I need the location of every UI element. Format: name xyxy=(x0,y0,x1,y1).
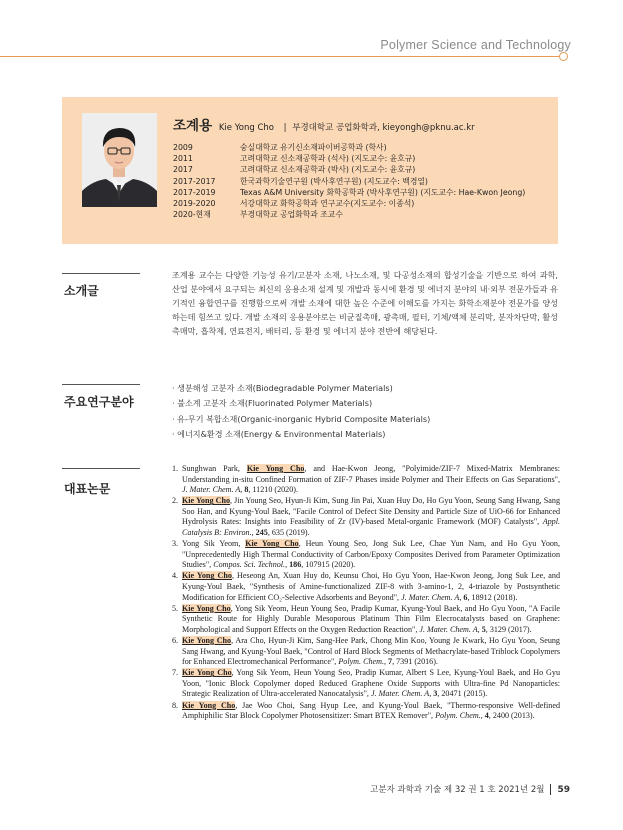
pub-authors-pre: Sunghwan Park, xyxy=(182,464,247,473)
pub-body: , Jin Young Seo, Hyun-Ji Kim, Sung Jin Pai, Xuan Huy Do, Ho Gyu Yoon, Seung Sang Hwang, Sang Soo Han, and Kyung-Youl Baek, "Facile Control of Defect Site Density and Particle Size of UiO-66 for Enhanced Hydrolysis Rates: Insights into Feasibility of Zr (IV)-based Metal-organic Framework (MOF) Catalysts", xyxy=(182,496,560,527)
publication-item: 6. Kie Yong Cho, Ara Cho, Hyun-Ji Kim, Sang-Hee Park, Chong Min Koo, Young Je Kwark, Ho Gyu Yoon, Seung Sang Hwang, and Kyung-Youl Baek, "Control of Hard Block Segments of Methacrylate-based Triblock Copolymers for Enhanced Electromechanical Performance", Polym. Chem., 7, 7391 (2016). xyxy=(172,636,560,667)
publication-item: 4. Kie Yong Cho, Heseong An, Xuan Huy do, Keunsu Choi, Ho Gyu Yoon, Hae-Kwon Jeong, Jong Suk Lee, and Kyung-Youl Baek, "Synthesis of Amine-functionalized ZIF-8 with 3-amino-1, 2, 4-triazole by Postsynthetic Modification for Efficient CO₂-Selective Adsorbents and Beyond", J. Mater. Chem. A, 6, 18912 (2018). xyxy=(172,571,560,602)
pub-pages: , 3129 (2017). xyxy=(485,624,532,634)
list-item xyxy=(173,176,525,187)
journal-title: Polymer Science and Technology xyxy=(380,38,571,52)
edu-year: 2017-2017 xyxy=(173,176,216,186)
pub-body: , Jae Woo Choi, Sang Hyup Lee, and Kyung-Youl Baek, "Thermo-responsive Well-defined Amphiphilic Star Block Copolymer Photosensitizer: Smart BTEX Remover", xyxy=(182,700,560,721)
pub-body: , Heseong An, Xuan Huy do, Keunsu Choi, Ho Gyu Yoon, Hae-Kwon Jeong, Jong Suk Lee, and Kyung-Youl Baek, "Synthesis of Amine-functionalized ZIF-8 with 3-amino-1, 2, 4-triazole by Postsynthetic Modification for Efficient CO₂-Selective Adsorbents and Beyond", xyxy=(182,571,560,602)
pub-pages: , 635 (2019). xyxy=(267,528,310,538)
publication-item: 5. Kie Yong Cho, Yong Sik Yeom, Heun Young Seo, Pradip Kumar, Kyung-Youl Baek, and Ho Gyu Yoon, "A Facile Synthetic Route for Highly Durable Mesoporous Platinum Thin Film Elecrocatalysts based on Graphene: Morphological and Support Effects on the Oxygen Reduction Reaction", J. Mater. Chem. A, 5, 3129 (2017). xyxy=(172,603,560,634)
edu-year: 2009 xyxy=(173,143,193,152)
list-item: · 유-무기 복합소재(Organic-inorganic Hybrid Composite Materials) xyxy=(172,413,431,424)
list-item: · 에너지&환경 소재(Energy & Environmental Materials) xyxy=(172,428,386,439)
publication-item: 3. Yong Sik Yeom, Kie Yong Cho, Heun Young Seo, Jong Suk Lee, Chae Yun Nam, and Ho Gyu Yoon, "Unprecedentedly High Thermal Conductivity of Carbon/Epoxy Composites Derived from Parameter Optimization Studies", Compos. Sci. Technol., 186, 107915 (2020). xyxy=(172,539,560,570)
pub-body: , Ara Cho, Hyun-Ji Kim, Sang-Hee Park, Chong Min Koo, Young Je Kwark, Ho Gyu Yoon, Seung Sang Hwang, and Kyung-Youl Baek, "Control of Hard Block Segments of Methacrylate-based Triblock Copolymers for Enhanced Electromechanical Performance", xyxy=(182,636,560,667)
publication-item: 8. Kie Yong Cho, Jae Woo Choi, Sang Hyup Lee, and Kyung-Youl Baek, "Thermo-responsive Well-defined Amphiphilic Star Block Copolymer Photosensitizer: Smart BTEX Remover", Polym. Chem., 4, 2400 (2013). xyxy=(172,700,560,721)
list-item xyxy=(173,198,525,209)
pub-number: 6. xyxy=(172,636,179,645)
list-item: · 생분해성 고분자 소재(Biodegradable Polymer Materials) xyxy=(172,383,393,393)
edu-year: 2017-2019 xyxy=(173,187,216,197)
edu-year: 2011 xyxy=(173,154,193,164)
pub-number: 1. xyxy=(172,464,179,473)
section-title-publications: 대표논문 xyxy=(64,482,111,496)
list-item xyxy=(173,153,525,164)
section-rule-research xyxy=(62,384,140,385)
profile-photo xyxy=(82,113,157,207)
edu-year: 2020-현재 xyxy=(173,210,211,220)
profile-header xyxy=(173,114,475,134)
pub-journal: Polym. Chem. xyxy=(435,711,481,721)
pub-highlight-author: Kie Yong Cho xyxy=(182,700,236,710)
edu-year: 2019-2020 xyxy=(173,199,216,209)
section-rule-intro xyxy=(62,273,140,274)
page-footer xyxy=(370,783,570,795)
pub-highlight-author: Kie Yong Cho xyxy=(182,496,231,506)
pub-pages: , 11210 (2020). xyxy=(248,485,298,495)
header-rule xyxy=(0,56,560,57)
footer-issue-text: 고분자 과학과 기술 제 32 권 1 호 2021년 2월 xyxy=(370,785,545,795)
edu-desc: 한국과학기술연구원 (박사후연구원) (지도교수: 백경열) xyxy=(240,176,428,186)
publication-item: 2. Kie Yong Cho, Jin Young Seo, Hyun-Ji Kim, Sung Jin Pai, Xuan Huy Do, Ho Gyu Yoon, Seung Sang Hwang, Sang Soo Han, and Kyung-Youl Baek, "Facile Control of Defect Site Density and Particle Size of UiO-66 for Enhanced Hydrolysis Rates: Insights into Feasibility of Zr (IV)-based Metal-organic Framework (MOF) Catalysts", Appl. Catalysis B: Environ., 245, 635 (2019). xyxy=(172,496,560,538)
publication-item: 7. Kie Yong Cho, Yong Sik Yeom, Heun Young Seo, Pradip Kumar, Albert S Lee, Kyung-Youl Baek, and Ho Gyu Yoon, "Ionic Block Copolymer doped Reduced Graphene Oxide Supports with Ultra-fine Pd Nanoparticles: Strategic Realization of Ultra-accelerated Nanocatalysis", J. Mater. Chem. A, 3, 20471 (2015). xyxy=(172,668,560,699)
pub-journal: J. Mater. Chem. A xyxy=(182,485,241,495)
section-title-intro: 소개글 xyxy=(64,284,99,298)
pub-pages: , 107915 (2020). xyxy=(301,560,356,570)
pub-highlight-author: Kie Yong Cho xyxy=(182,571,232,581)
pub-highlight-author: Kie Yong Cho xyxy=(182,668,232,678)
list-item xyxy=(173,187,525,198)
pub-journal: J. Mater. Chem. A xyxy=(370,689,430,699)
pub-highlight-author: Kie Yong Cho xyxy=(182,603,231,613)
pub-number: 4. xyxy=(172,571,179,581)
pub-number: 8. xyxy=(172,700,179,710)
list-item xyxy=(173,209,525,220)
pub-journal: Compos. Sci. Technol. xyxy=(213,560,286,570)
pub-body: , and Hae-Kwon Jeong, "Polyimide/ZIF-7 Mixed-Matrix Membranes: Understanding in-situ Confined Formation of ZIF-7 Phases inside Polymer and Their Effects on Gas Separations", xyxy=(182,464,560,484)
pub-pages: , 2400 (2013). xyxy=(488,711,535,721)
person-portrait-icon xyxy=(82,113,157,207)
pub-pages: , 20471 (2015). xyxy=(437,689,488,699)
edu-desc: 고려대학교 신소재공학과 (석사) (지도교수: 윤호규) xyxy=(240,154,416,164)
pub-volume: 8 xyxy=(244,485,249,495)
pub-number: 5. xyxy=(172,603,179,613)
header-circle-ornament xyxy=(559,52,568,61)
name-korean: 조계용 xyxy=(173,118,213,134)
edu-desc: 고려대학교 신소재공학과 (박사) (지도교수: 윤호규) xyxy=(240,165,416,175)
page-number: 59 xyxy=(557,785,570,795)
footer-divider xyxy=(550,784,551,795)
edu-year: 2017 xyxy=(173,165,193,175)
list-item: · 불소계 고분자 소재(Fluorinated Polymer Materials) xyxy=(172,398,373,409)
section-rule-publications xyxy=(62,468,140,469)
pub-journal: Appl. Catalysis B: Environ. xyxy=(182,517,560,538)
list-item xyxy=(173,164,525,175)
pub-body: , Yong Sik Yeom, Heun Young Seo, Pradip Kumar, Kyung-Youl Baek, and Ho Gyu Yoon, "A Facile Synthetic Route for Highly Durable Mesoporous Platinum Thin Film Elecrocatalysts based on Graphene: Morphological and Support Effects on the Oxygen Reduction Reaction", xyxy=(182,603,560,634)
edu-desc: 서강대학교 화학공학과 연구교수(지도교수: 이종석) xyxy=(240,199,415,209)
pub-volume: 186 xyxy=(289,560,302,570)
pub-body: , Yong Sik Yeom, Heun Young Seo, Pradip Kumar, Albert S Lee, Kyung-Youl Baek, and Ho Gyu Yoon, "Ionic Block Copolymer doped Reduced Graphene Oxide Supports with Ultra-fine Pd Nanoparticles: Strategic Realization of Ultra-accelerated Nanocatalysis", xyxy=(182,668,560,699)
name-english: Kie Yong Cho xyxy=(218,123,274,133)
pub-journal: J. Mater. Chem. A xyxy=(419,624,478,634)
pub-volume: 6 xyxy=(463,592,468,602)
pub-highlight-author: Kie Yong Cho xyxy=(182,636,232,645)
research-list xyxy=(172,381,430,442)
pub-volume: 5 xyxy=(481,624,486,634)
pub-number: 3. xyxy=(172,539,179,549)
pub-volume: 7 xyxy=(388,657,393,667)
pub-volume: 4 xyxy=(484,711,489,721)
edu-desc: Texas A&M University 화학공학과 (박사후연구원) (지도교수: Hae-Kwon Jeong) xyxy=(240,187,526,197)
pub-journal: Polym. Chem. xyxy=(338,657,384,667)
list-item xyxy=(173,142,525,153)
pub-pages: , 7391 (2016). xyxy=(392,657,438,667)
pub-number: 7. xyxy=(172,668,179,678)
pub-highlight-author: Kie Yong Cho xyxy=(246,464,305,473)
edu-desc: 부경대학교 공업화학과 조교수 xyxy=(240,210,343,220)
pub-number: 2. xyxy=(172,496,179,506)
pub-body: , Heun Young Seo, Jong Suk Lee, Chae Yun Nam, and Ho Gyu Yoon, "Unprecedentedly High Thermal Conductivity of Carbon/Epoxy Composites Derived from Parameter Optimization Studies", xyxy=(182,539,560,570)
email: kieyongh@pknu.ac.kr xyxy=(382,123,475,133)
intro-paragraph: 조계용 교수는 다양한 기능성 유기/고분자 소재, 나노소재, 및 다공성소재의 합성기술을 기반으로 하여 과학, 산업 분야에서 요구되는 최신의 응용소재 설계 및 개발과 동시에 환경 및 에너지 분야의 내·외부 전문가들과 유기적인 융합연구를 진행함으로써 개발 소재에 대한 높은 수준에 이해도를 가지는 화학소재분야 전문가를 양성하는데 힘쓰고 있다. 개발 소재의 응용분야로는 비균질촉매, 광촉매, 필터, 기체/액체 분리막, 분자차단막, 활성촉매막, 흡착제, 연료전지, 배터리, 등 환경 및 에너지 분야 전반에 해당된다. xyxy=(172,270,558,336)
pub-authors-pre: Yong Sik Yeom, xyxy=(182,539,246,549)
publication-item: 1. Sunghwan Park, Kie Yong Cho, and Hae-Kwon Jeong, "Polyimide/ZIF-7 Mixed-Matrix Membranes: Understanding in-situ Confined Formation of ZIF-7 Phases inside Polymer and Their Effects on Gas Separations", J. Mater. Chem. A, 8, 11210 (2020). xyxy=(172,464,560,495)
publication-list xyxy=(172,464,560,722)
section-title-research: 주요연구분야 xyxy=(64,395,134,409)
pub-volume: 245 xyxy=(255,528,268,538)
pub-journal: J. Mater. Chem. A xyxy=(401,592,460,602)
edu-desc: 숭실대학교 유기신소재파이버공학과 (학사) xyxy=(240,143,387,152)
pub-volume: 3 xyxy=(433,689,438,699)
separator: | xyxy=(283,123,287,133)
affiliation: 부경대학교 공업화학과, xyxy=(292,123,380,133)
education-list xyxy=(173,142,525,220)
pub-highlight-author: Kie Yong Cho xyxy=(245,539,299,549)
pub-pages: , 18912 (2018). xyxy=(467,592,518,602)
